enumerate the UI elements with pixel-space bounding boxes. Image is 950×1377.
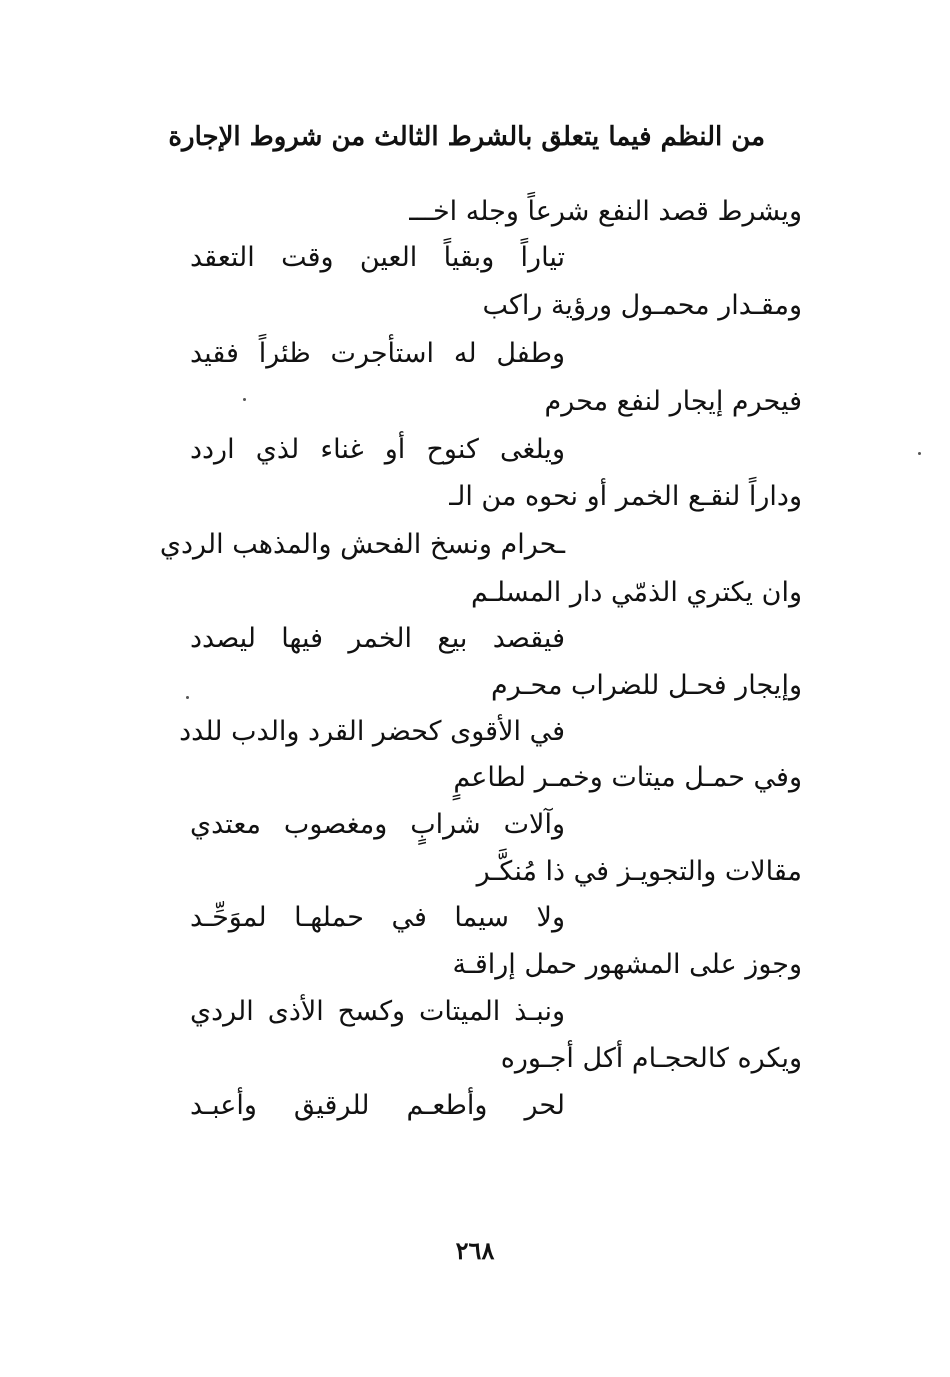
page-number: ٢٦٨ (455, 1236, 495, 1265)
verse-2-second-hemistich: وطفل له استأجرت ظئراً فقيد (190, 338, 565, 369)
verse-2-first-hemistich: ومقـدار محمـول ورؤية راكب (482, 290, 802, 321)
page-title: من النظم فيما يتعلق بالشرط الثالث من شروط الإجارة (168, 122, 765, 152)
verse-4-second-hemistich: ـحرام ونسخ الفحش والمذهب الردي (159, 529, 565, 560)
verse-7-second-hemistich: وآلات شرابٍ ومغصوب معتدي (190, 809, 565, 840)
verse-6-second-hemistich: في الأقوى كحضر القرد والدب للدد (179, 716, 565, 747)
verse-5-first-hemistich: وان يكتري الذمّي دار المسلـم (471, 577, 802, 608)
verse-4-first-hemistich: وداراً لنقـع الخمر أو نحوه من الـ (449, 481, 802, 512)
verse-3-second-hemistich: ويلغى كنوح أو غناء لذي اردد (190, 434, 565, 465)
verse-9-first-hemistich: وجوز على المشهور حمل إراقـة (452, 949, 802, 980)
verse-10-first-hemistich: ويكره كالحجـام أكل أجـوره (500, 1043, 802, 1074)
verse-9-second-hemistich: ونبـذ الميتات وكسح الأذى الردي (190, 996, 565, 1027)
verse-1-first-hemistich: ويشرط قصد النفع شرعاً وجله اخـــ (409, 196, 802, 227)
verse-3-first-hemistich: فيحرم إيجار لنفع محرم (544, 386, 802, 417)
verse-8-first-hemistich: مقالات والتجويـز في ذا مُنكَّـر (476, 856, 802, 887)
verse-6-first-hemistich: وإيجار فحـل للضراب محـرم (490, 670, 802, 701)
verse-10-second-hemistich: لحر وأطعـم للرقيق وأعبـد (190, 1090, 565, 1121)
verse-1-second-hemistich: تياراً وبقياً العين وقت التعقد (190, 242, 565, 273)
verse-8-second-hemistich: ولا سيما في حملهـا لموَحِّـد (190, 902, 565, 933)
scan-speck (243, 398, 246, 401)
scan-speck (918, 452, 921, 455)
verse-5-second-hemistich: فيقصد بيع الخمر فيها ليصدد (190, 623, 565, 654)
verse-7-first-hemistich: وفي حمـل ميتات وخمـر لطاعمٍ (453, 762, 802, 793)
scan-speck (186, 696, 189, 699)
